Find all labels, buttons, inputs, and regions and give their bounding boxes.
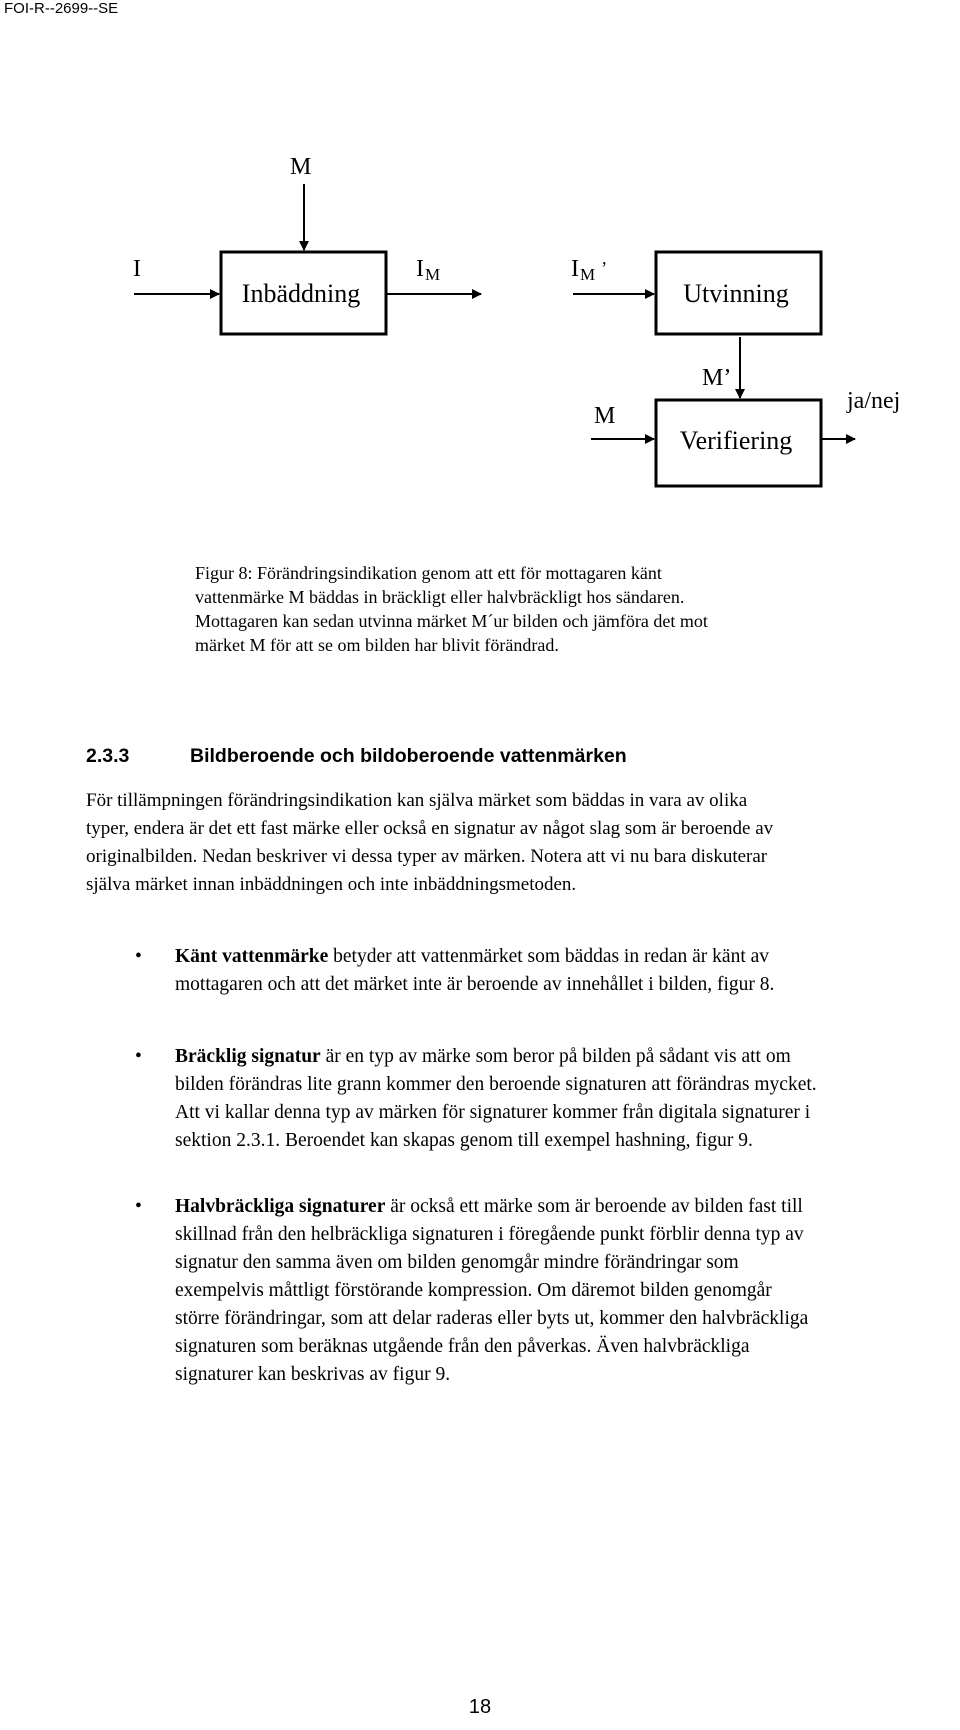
paragraph-line: själva märket innan inbäddningen och inte inbäddningsmetoden. — [86, 874, 577, 895]
bullet-text: betyder att vattenmärket som bäddas in redan är känt av — [328, 946, 770, 967]
caption-line: Mottagaren kan sedan utvinna märket M´ur bilden och jämföra det mot — [195, 611, 708, 631]
section-title: Bildberoende och bildoberoende vattenmärken — [190, 745, 627, 767]
paragraph-line: typer, endera är det ett fast märke eller också en signatur av något slag som är beroende av — [86, 818, 774, 839]
bullet-text: är en typ av märke som beror på bilden på sådant vis att om — [320, 1046, 791, 1067]
bullet-line: bilden förändras lite grann kommer den beroende signaturen att förändras mycket. — [175, 1074, 817, 1095]
bullet-line — [175, 1043, 817, 1071]
verification-label: Verifiering — [679, 426, 793, 455]
bullet-line: signaturer kan beskrivas av figur 9. — [175, 1364, 451, 1385]
bullet-known-watermark — [135, 943, 774, 999]
bullet-text: är också ett märke som är beroende av bilden fast till — [385, 1196, 803, 1217]
caption-line: märket M för att se om bilden har blivit förändrad. — [195, 635, 559, 655]
label-i-m-right: IM ’ — [571, 256, 608, 284]
bullet-term: Känt vattenmärke — [175, 946, 329, 967]
bullet-line: exempelvis måttligt förstörande kompression. Om däremot bilden genomgår — [175, 1280, 772, 1301]
bullet-line — [175, 1193, 808, 1221]
paragraph-line: För tillämpningen förändringsindikation kan själva märket som bäddas in vara av olika — [86, 790, 748, 811]
bullet-dot-icon: • — [135, 1046, 142, 1067]
bullet-dot-icon: • — [135, 1196, 142, 1217]
bullet-line: Att vi kallar denna typ av märken för signaturer kommer från digitala signaturer i — [175, 1102, 811, 1123]
bullet-line: signaturen som beräknas utgående från den påverkas. Även halvbräckliga — [175, 1336, 750, 1357]
caption-line: vattenmärke M bäddas in bräckligt eller halvbräckligt hos sändaren. — [195, 587, 685, 607]
label-i-input: I — [133, 256, 141, 282]
report-id: FOI-R--2699--SE — [4, 0, 119, 17]
bullet-term: Halvbräckliga signaturer — [175, 1196, 386, 1217]
caption-line: Figur 8: Förändringsindikation genom att ett för mottagaren känt — [195, 563, 662, 583]
bullet-line: större förändringar, som att delar raderas eller byts ut, kommer den halvbräckliga — [175, 1308, 809, 1329]
label-m-top: M — [290, 154, 312, 180]
label-ja-nej: ja/nej — [847, 388, 901, 414]
section-intro — [86, 787, 960, 899]
label-i-m-left: IM — [416, 256, 441, 284]
paragraph-line: originalbilden. Nedan beskriver vi dessa typer av märken. Notera att vi nu bara diskuterar — [86, 846, 768, 867]
bullet-fragile-signature — [135, 1043, 817, 1155]
bullet-semi-fragile-signatures — [135, 1193, 808, 1389]
bullet-line — [175, 943, 774, 971]
bullet-dot-icon: • — [135, 946, 142, 967]
bullet-line: signatur den samma även om bilden genomgår mindre förändringar som — [175, 1252, 739, 1273]
label-m-prime: M’ — [702, 365, 732, 391]
page-number: 18 — [468, 1696, 492, 1718]
bullet-line: sektion 2.3.1. Beroendet kan skapas genom till exempel hashning, figur 9. — [175, 1130, 753, 1151]
extraction-label: Utvinning — [683, 279, 789, 308]
embedding-label: Inbäddning — [241, 279, 361, 308]
section-number: 2.3.3 — [86, 745, 130, 767]
bullet-line: mottagaren och att det märket inte är beroende av innehållet i bilden, figur 8. — [175, 974, 775, 995]
bullet-term: Bräcklig signatur — [175, 1046, 321, 1067]
section-heading — [86, 745, 627, 768]
label-m-verify: M — [594, 403, 616, 429]
bullet-line: skillnad från den helbräckliga signaturen i föregående punkt förblir denna typ av — [175, 1224, 804, 1245]
figure-caption — [195, 561, 875, 657]
figure-8-diagram — [0, 0, 960, 520]
